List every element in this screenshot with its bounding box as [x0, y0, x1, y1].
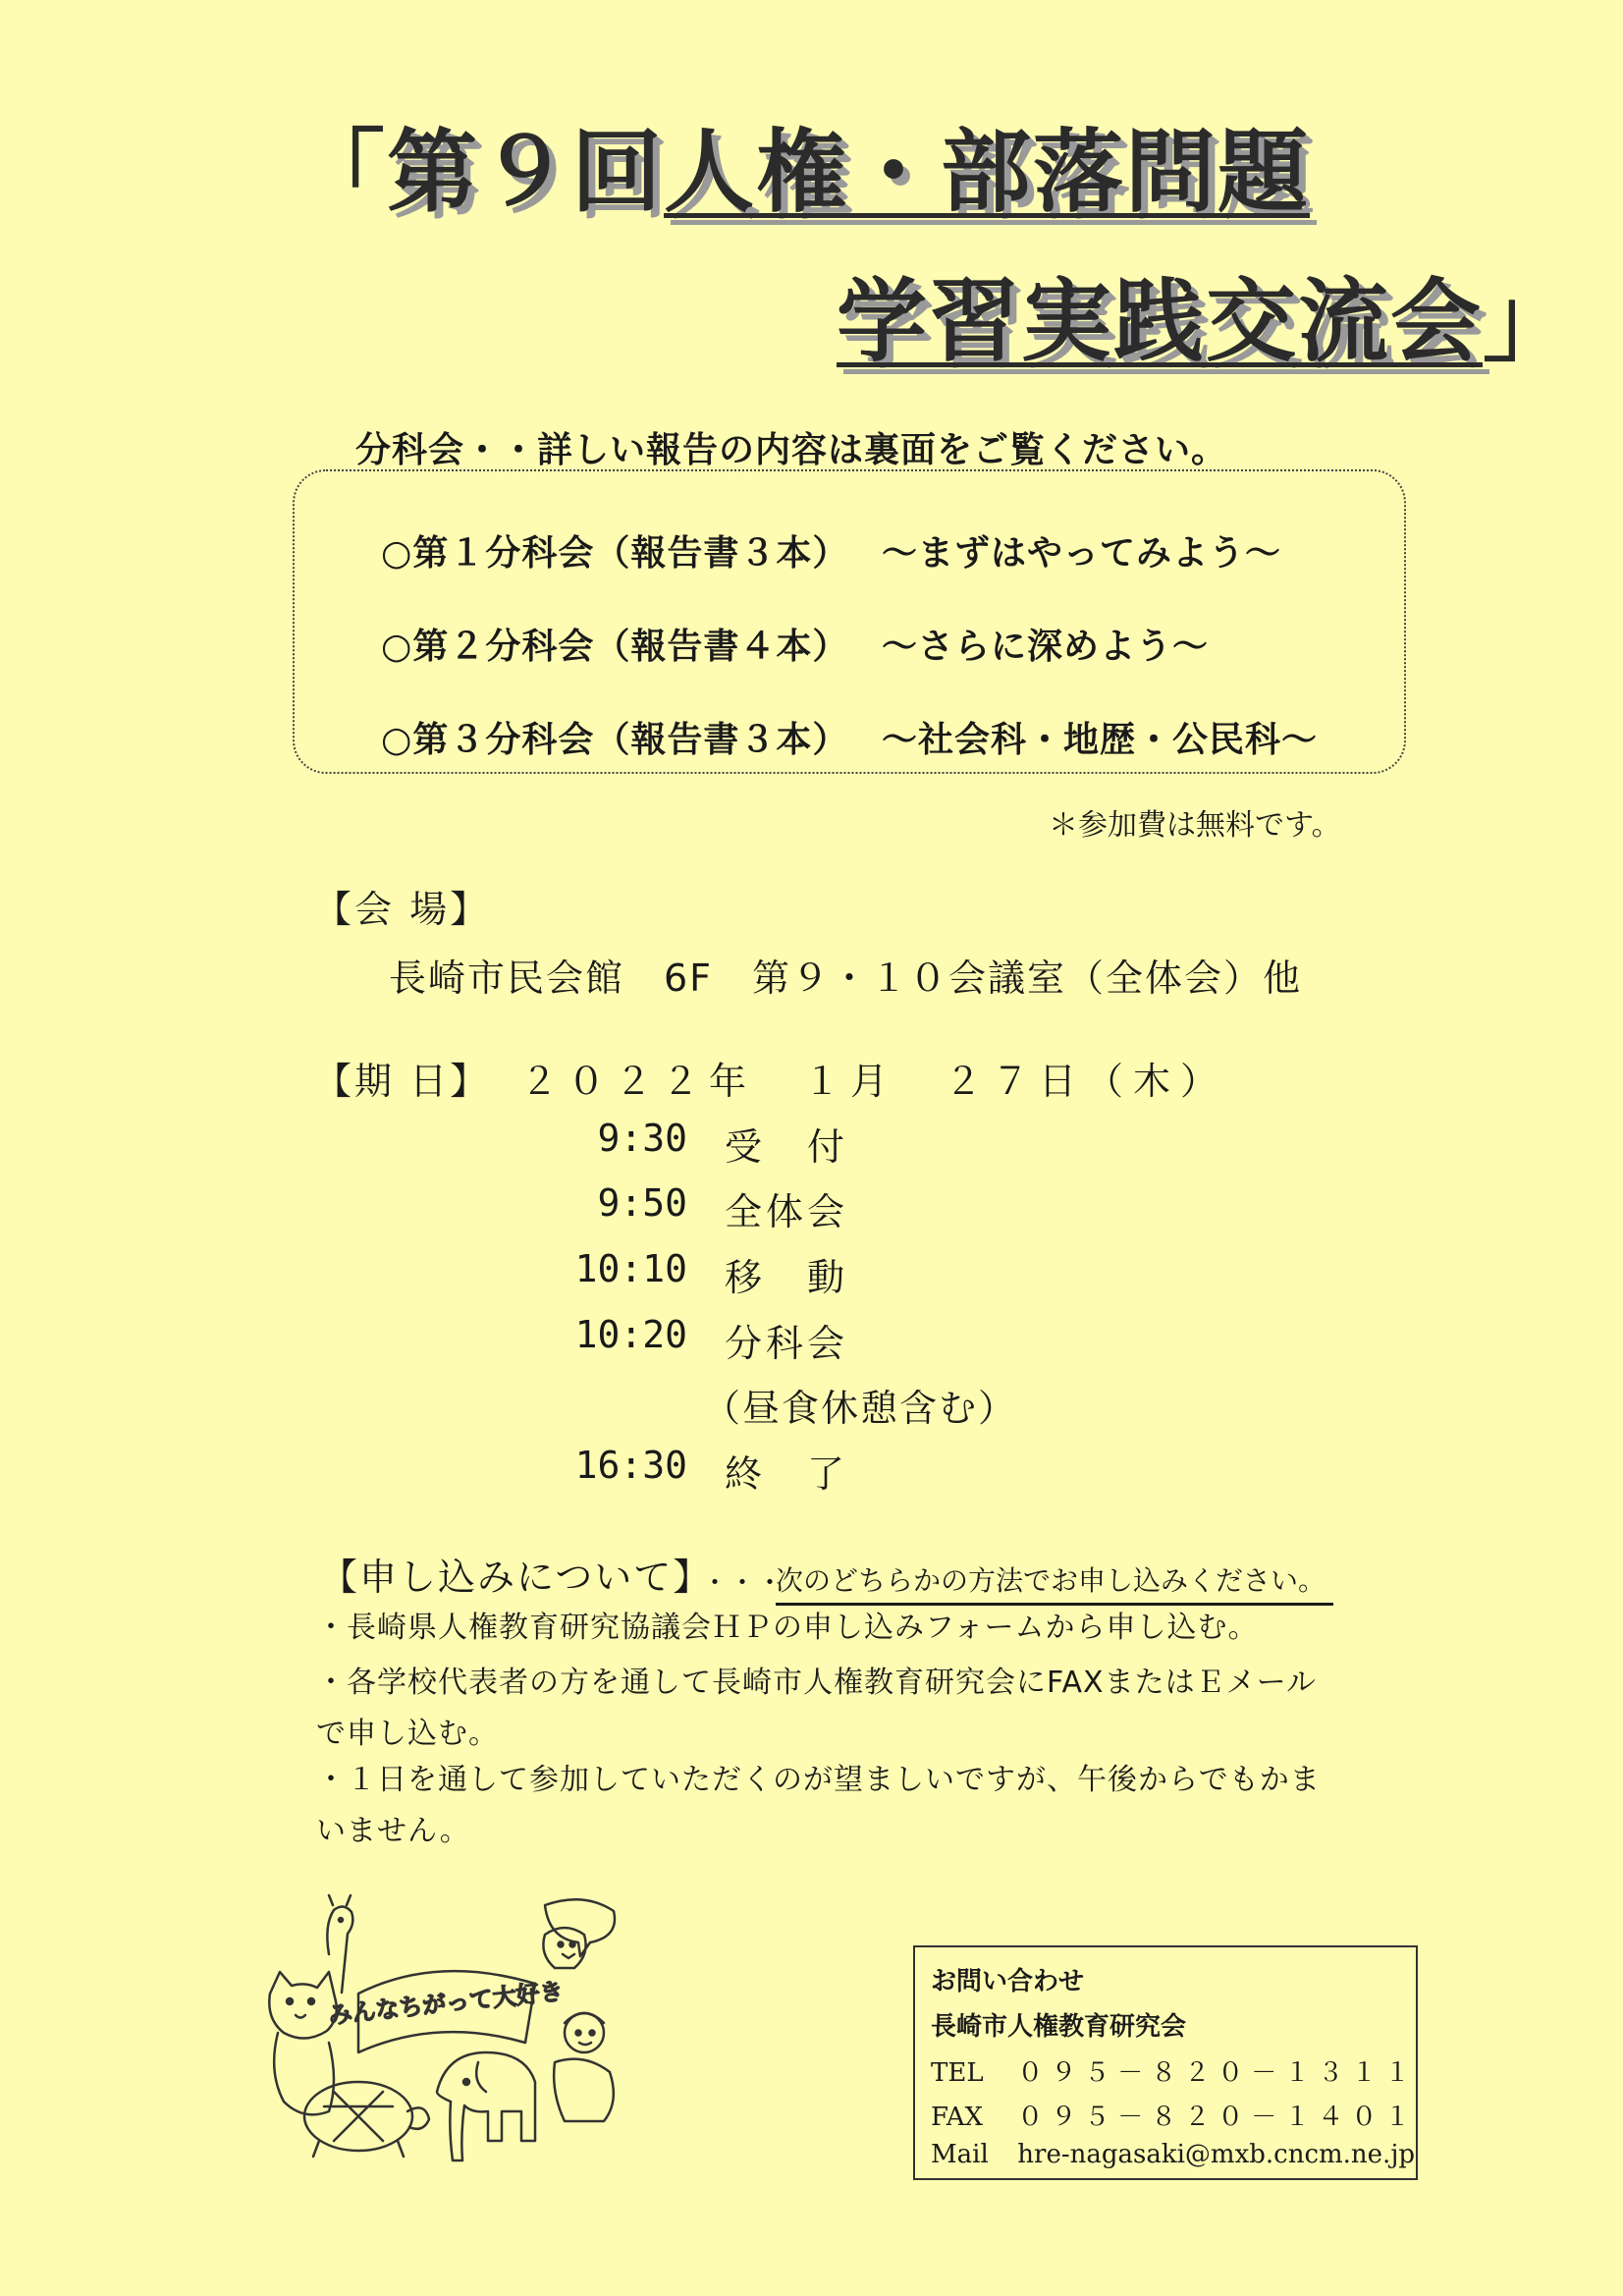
- date-label: 【期 日】: [314, 1060, 491, 1103]
- application-description: 次のどちらかの方法でお申し込みください。: [776, 1559, 1333, 1606]
- title-part-2: 人権・部落問題: [664, 120, 1311, 225]
- contact-title: お問い合わせ: [931, 1967, 1085, 1996]
- contact-mail-value[interactable]: hre-nagasaki@mxb.cncm.ne.jp: [1017, 2140, 1416, 2169]
- contact-tel-value: ０９５－８２０－１３１１: [1017, 2058, 1419, 2088]
- date-text: ２０２２年 １月 ２７日（木）: [520, 1060, 1228, 1103]
- contact-org: 長崎市人権教育研究会: [931, 2012, 1187, 2042]
- session-3-theme: ～社会科・地歴・公民科～: [882, 720, 1319, 760]
- title-part-3: 学習実践交流会: [837, 269, 1484, 374]
- application-dots: ・・・: [701, 1566, 784, 1599]
- schedule-time-2: 9:50: [597, 1181, 687, 1225]
- schedule-activity-4: 分科会: [725, 1322, 849, 1365]
- title-line-1: [295, 120, 1311, 225]
- session-2-name: ○第２分科会（報告書４本）: [381, 627, 849, 667]
- schedule-activity-5: 終 了: [725, 1452, 849, 1496]
- contact-fax-label: FAX: [931, 2103, 984, 2132]
- contact-tel-row: [931, 2052, 1418, 2089]
- session-2: [381, 619, 1210, 669]
- session-1-name: ○第１分科会（報告書３本）: [381, 533, 849, 574]
- application-bullet-2: ・各学校代表者の方を通して長崎市人権教育研究会にFAXまたはＥメールで申し込む。: [316, 1666, 1317, 1751]
- fee-note: ＊参加費は無料です。: [1049, 808, 1341, 843]
- schedule-activity-1: 受 付: [725, 1125, 849, 1169]
- contact-fax-row: [931, 2097, 1418, 2133]
- title-close-bracket: 」: [1483, 269, 1576, 374]
- schedule-time-4: 10:20: [574, 1313, 687, 1356]
- application-bullet-1: ・長崎県人権教育研究協議会ＨＰの申し込みフォームから申し込む。: [316, 1611, 1259, 1645]
- contact-box: [913, 1945, 1418, 2180]
- session-1-theme: ～まずはやってみよう～: [882, 533, 1282, 574]
- venue-label: 【会 場】: [314, 888, 491, 931]
- schedule-time-1: 9:30: [597, 1117, 687, 1160]
- contact-tel-label: TEL: [931, 2058, 984, 2088]
- schedule-time-5: 16:30: [574, 1444, 687, 1487]
- illustration-lettering: みんなちがって大好き: [327, 1977, 565, 2030]
- title-open-bracket: 「: [295, 120, 388, 225]
- schedule-activity-2: 全体会: [725, 1190, 849, 1233]
- title-line-2: [837, 269, 1576, 374]
- title-part-1: 第９回: [387, 120, 665, 225]
- animals-illustration: [250, 1886, 623, 2200]
- application-bullet-3: ・１日を通して参加していただくのが望ましいですが、午後からでもかまいません。: [316, 1763, 1321, 1848]
- schedule-time-3: 10:10: [574, 1247, 687, 1290]
- schedule-note: （昼食休憩含む）: [703, 1387, 1018, 1430]
- contact-mail-label: Mail: [931, 2140, 989, 2169]
- application-heading: 【申し込みについて】: [320, 1556, 713, 1599]
- session-3-name: ○第３分科会（報告書３本）: [381, 720, 849, 760]
- session-1: [381, 525, 1282, 575]
- session-3: [381, 712, 1319, 762]
- session-2-theme: ～さらに深めよう～: [882, 627, 1210, 667]
- schedule-activity-3: 移 動: [725, 1256, 849, 1299]
- venue-text: 長崎市民会館 6F 第９・１０会議室（全体会）他: [389, 957, 1303, 1000]
- contact-fax-value: ０９５－８２０－１４０１: [1017, 2103, 1419, 2132]
- contact-mail-row: [931, 2140, 1415, 2169]
- subcommittee-heading: 分科会・・詳しい報告の内容は裏面をご覧ください。: [355, 430, 1228, 470]
